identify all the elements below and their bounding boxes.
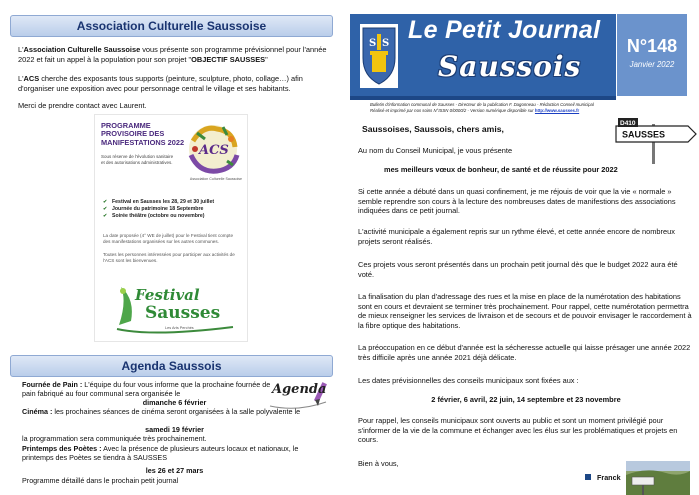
association-name: Association Culturelle Saussoise	[23, 45, 141, 54]
text-fragment: L'équipe du four vous informe que la prochaine fournée de pain fabriqué au four communal sera organisée le	[22, 380, 271, 399]
agenda-bread-paragraph	[22, 380, 272, 398]
journal-title: Le Petit Journal	[408, 16, 601, 44]
association-exhibitors-paragraph	[18, 74, 328, 93]
association-intro-paragraph	[18, 45, 328, 64]
editorial-paragraph-4: La finalisation du plan d'adressage des rues et la mise en place de la numérotation des habitations sont en cours et devraient se terminer très prochainement. Pour rappel, cette numérotation permettra de mieux renseigner les services de livraison et de secours et de pouvoir envisager le raccordement à la fibre optique des habitations.	[358, 292, 692, 330]
issue-number: N°148	[626, 36, 678, 56]
bulletin-website-line	[370, 108, 690, 113]
svg-text:S: S	[382, 38, 390, 49]
editorial-greeting: Saussoises, Saussois, chers amis,	[362, 124, 504, 134]
agenda-poets-tail: Programme détaillé dans le prochain petit journal	[22, 476, 179, 485]
agenda-cinema-tail: la programmation sera communiquée très prochainement.	[22, 434, 207, 443]
acs-logo-caption: Association Culturelle Saussoise	[189, 177, 243, 181]
editorial-paragraph-5: La préoccupation en ce début d'année est la sécheresse actuelle qui laisse présager une année 2022 très difficile après une année 2021 déjà délicate.	[358, 343, 691, 362]
masthead-underline	[350, 96, 616, 100]
agenda-bread-date: dimanche 6 février	[142, 398, 207, 407]
program-list	[103, 199, 243, 221]
text-fragment: L'	[18, 45, 24, 54]
coat-of-arms-icon	[360, 24, 398, 88]
text-fragment: cherche des exposants tous supports (peinture, sculpture, photo, collage…) afin d'organiser une exposition avec pour personnage central le village et ses habitants.	[18, 74, 303, 93]
editorial-paragraph-6: Les dates prévisionnelles des conseils municipaux sont fixées aux :	[358, 376, 579, 385]
agenda-item-label: Fournée de Pain :	[22, 380, 83, 389]
bulletin-credits: Bulletin d'information communal de Sausses - Directeur de la publication F. Dagonneau - Rédaction Conseil municipal	[370, 102, 594, 107]
program-item: ✔ Journée du patrimoine 18 Septembre	[103, 206, 243, 213]
website-link[interactable]: http://www.sausses.fr	[534, 108, 580, 113]
editorial-intro: Au nom du Conseil Municipal, je vous présente	[358, 146, 513, 155]
village-photo-icon	[626, 461, 690, 495]
acs-abbrev: ACS	[23, 74, 40, 83]
text-fragment: L'	[18, 74, 24, 83]
festival-logo-caption: Les Arts Perchés	[165, 326, 194, 330]
agenda-cinema-date: samedi 19 février	[145, 425, 204, 434]
program-card-subtitle: Sous réserve de l'évolution sanitaire et des autorisations administratives.	[101, 154, 174, 165]
agenda-section-header: Agenda Saussois	[10, 355, 333, 377]
program-item: ✔ Festival en Sausses les 28, 29 et 30 juillet	[103, 199, 243, 206]
association-contact-paragraph: Merci de prendre contact avec Laurent.	[18, 101, 147, 110]
program-item: ✔ Soirée théâtre (octobre ou novembre)	[103, 213, 243, 220]
editorial-wishes: mes meilleurs vœux de bonheur, de santé et de réussite pour 2022	[384, 165, 618, 174]
agenda-item-label: Cinéma :	[22, 407, 53, 416]
editorial-paragraph-7: Pour rappel, les conseils municipaux sont ouverts au public et sont un moment privilégié pour s'informer de la vie de la commune et échanger avec les élus sur les problématiques et projets en cours.	[358, 416, 678, 445]
festival-logo-word: Festival	[135, 286, 200, 304]
editorial-paragraph-1: Si cette année a débuté dans un quasi confinement, je me réjouis de voir que la vie « normale » semble reprendre son cours à la lecture des nombreuses dates de manifestions des associations indiquées dans ce petit journal.	[358, 187, 676, 216]
editorial-signature: Franck	[597, 473, 621, 482]
program-note-volunteers: Toutes les personnes intéressées pour participer aux activités de l'ACS sont les bienvenues.	[103, 252, 235, 263]
program-note-festival: La date proposée (4° WE de juillet) pour le Festival tient compte des manifestations organisées sur les autres communes.	[103, 233, 234, 244]
program-card	[94, 114, 248, 342]
program-card-title: PROGRAMME PROVISOIRE DES MANIFESTATIONS 2022	[101, 121, 185, 147]
agenda-cinema-paragraph	[22, 407, 327, 416]
association-section-header: Association Culturelle Saussoise	[10, 15, 333, 37]
editorial-paragraph-2: L'activité municipale a également repris sur un rythme élevé, et cette année encore de nombreux projets seront réalisés.	[358, 227, 675, 246]
svg-text:S: S	[369, 38, 377, 49]
project-name: OBJECTIF SAUSSES	[191, 54, 266, 64]
text-fragment: Avec la présence de plusieurs auteurs locaux et nationaux, le printemps des Poètes se tiendra à SAUSSES	[22, 444, 299, 463]
text-fragment: les prochaines séances de cinéma seront organisées à la salle polyvalente le	[52, 407, 301, 416]
sign-town-name: SAUSSES	[622, 129, 666, 140]
editorial-closing: Bien à vous,	[358, 459, 399, 468]
festival-logo-sausses: Sausses	[145, 303, 221, 323]
sign-road-code: D410	[620, 120, 636, 127]
text-fragment: Réalisé et imprimé par nos soins N°ISSN 0/0000/2 - Version numérique disponible sur	[370, 108, 535, 113]
agenda-poets-date: les 26 et 27 mars	[145, 466, 204, 475]
acs-logo-text: ACS	[199, 143, 229, 158]
journal-subtitle: Saussois	[438, 50, 582, 83]
road-sign-icon	[612, 114, 698, 164]
editorial-paragraph-3: Ces projets vous seront présentés dans un prochain petit journal dès que le budget 2022 aura été voté.	[358, 260, 678, 279]
text-fragment: vous présente son programme prévisionnel pour l'année 2022 et fait un appel à la population pour son projet "	[18, 45, 327, 64]
issue-date: Janvier 2022	[629, 60, 675, 69]
agenda-badge-label: Agenda	[272, 382, 327, 397]
agenda-poets-paragraph	[22, 444, 327, 462]
signature-bullet	[585, 474, 591, 480]
council-dates: 2 février, 6 avril, 22 juin, 14 septembre et 23 novembre	[431, 395, 621, 404]
text-fragment: "	[265, 54, 268, 64]
agenda-item-label: Printemps des Poètes :	[22, 444, 102, 453]
